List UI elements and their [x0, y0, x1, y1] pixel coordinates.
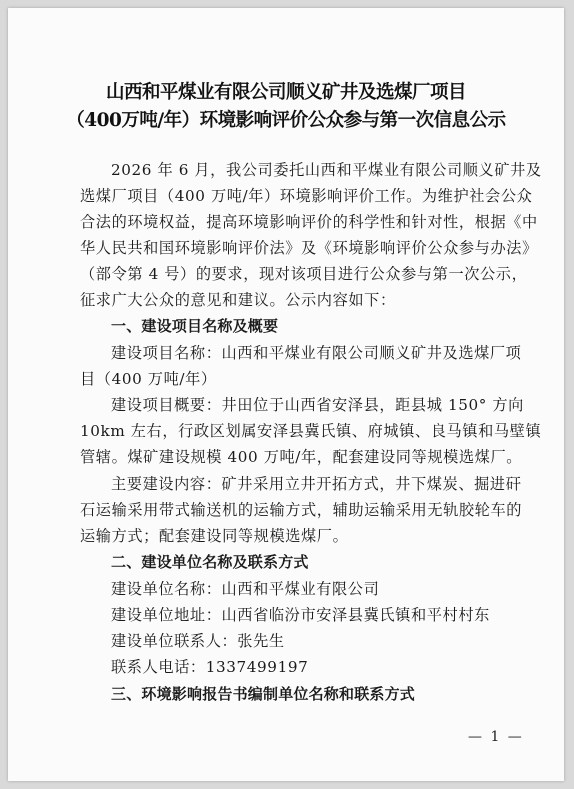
section2-heading: 二、建设单位名称及联系方式 — [111, 553, 309, 571]
project-name-line: 目（400 万吨/年） — [80, 370, 217, 388]
project-overview-line: 管辖。煤矿建设规模 400 万吨/年，配套建设同等规模选煤厂。 — [80, 448, 523, 466]
project-overview-line: 建设项目概要：井田位于山西省安泽县，距县城 150° 方向 — [111, 396, 524, 414]
intro-line: 2026 年 6 月，我公司委托山西和平煤业有限公司顺义矿井及 — [111, 161, 542, 179]
intro-line: 征求广大公众的意见和建议。公示内容如下： — [80, 291, 396, 309]
intro-line: （部令第 4 号）的要求，现对该项目进行公众参与第一次公示， — [80, 265, 528, 283]
intro-line: 合法的环境权益，提高环境影响评价的科学性和针对性，根据《中 — [80, 213, 538, 231]
project-content-line: 石运输采用带式输送机的运输方式，辅助运输采用无轨胶轮车的 — [80, 501, 523, 519]
unit-contact-line: 建设单位联系人：张先生 — [111, 632, 285, 650]
unit-name-line: 建设单位名称：山西和平煤业有限公司 — [111, 580, 380, 598]
page-number: — 1 — — [468, 729, 524, 745]
document-title-line1: 山西和平煤业有限公司顺义矿井及选煤厂项目 — [105, 82, 466, 103]
unit-address-line: 建设单位地址：山西省临汾市安泽县冀氏镇和平村村东 — [111, 606, 490, 624]
section3-heading: 三、环境影响报告书编制单位名称和联系方式 — [111, 685, 416, 703]
project-name-line: 建设项目名称：山西和平煤业有限公司顺义矿井及选煤厂项 — [111, 344, 522, 362]
intro-line: 华人民共和国环境影响评价法》及《环境影响评价公众参与办法》 — [80, 239, 538, 257]
document-title-line2: （400万吨/年）环境影响评价公众参与第一次信息公示 — [66, 110, 506, 131]
project-overview-line: 10km 左右，行政区划属安泽县冀氏镇、府城镇、良马镇和马壁镇 — [80, 422, 542, 440]
project-content-line: 主要建设内容：矿井采用立井开拓方式，井下煤炭、掘进矸 — [111, 475, 522, 493]
project-content-line: 运输方式；配套建设同等规模选煤厂。 — [80, 527, 349, 545]
section1-heading: 一、建设项目名称及概要 — [111, 317, 279, 335]
intro-line: 选煤厂项目（400 万吨/年）环境影响评价工作。为维护社会公众 — [80, 187, 533, 205]
document-page — [8, 8, 564, 781]
unit-phone-line: 联系人电话：1337499197 — [111, 658, 309, 676]
